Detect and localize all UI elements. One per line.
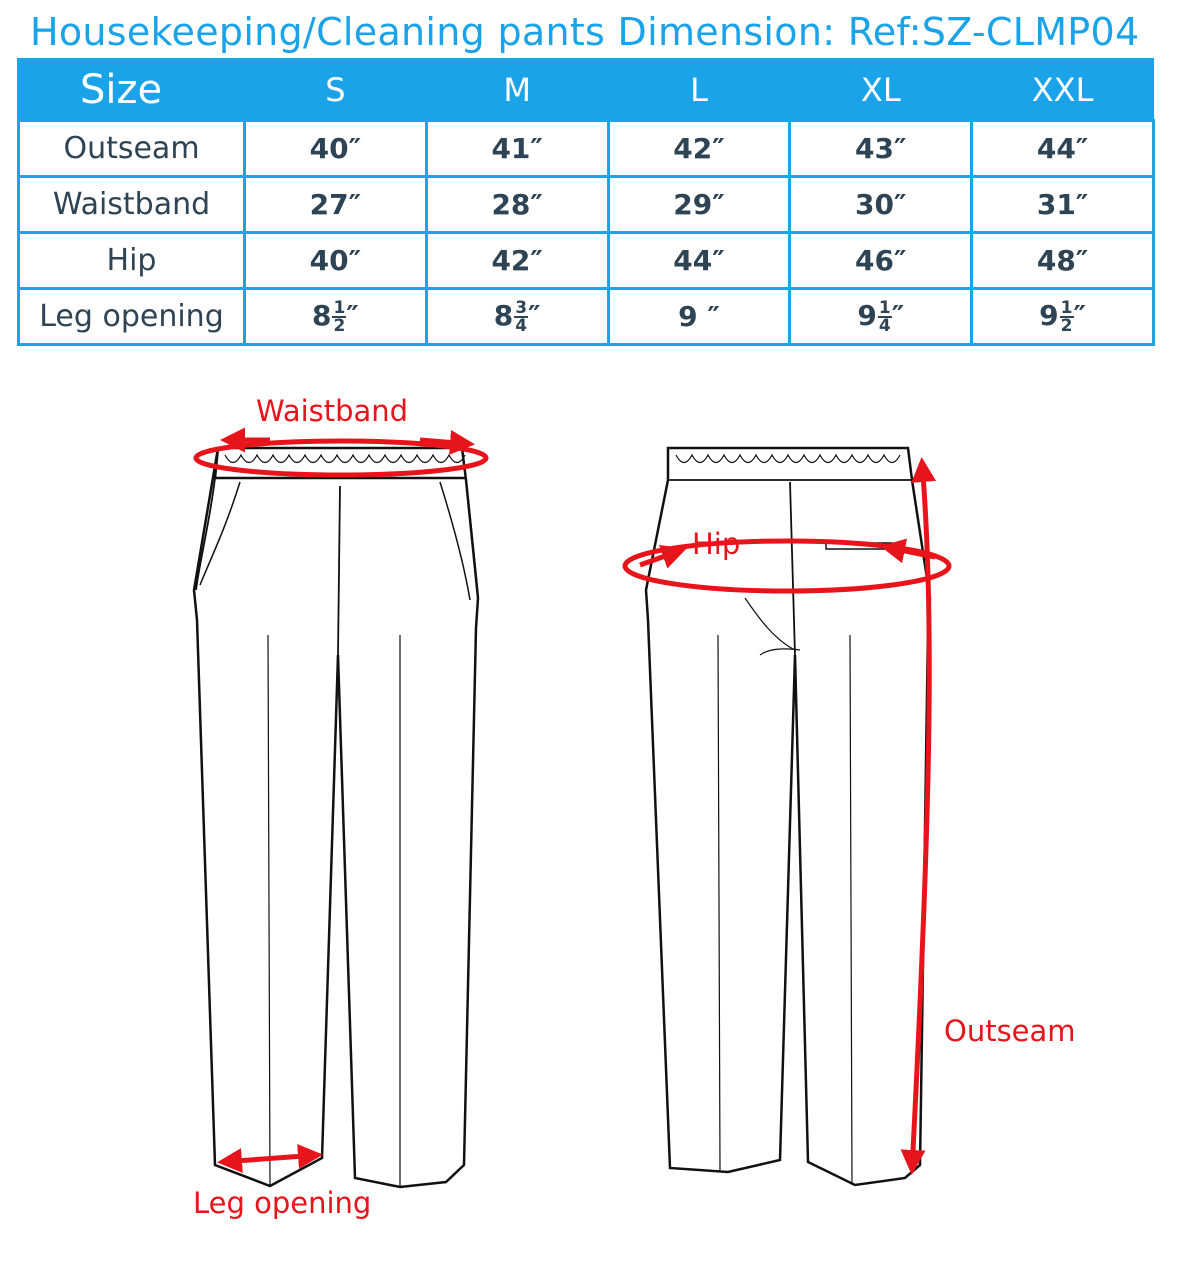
- value-whole: 8: [493, 299, 514, 332]
- back-pants-drawing: [646, 448, 930, 1185]
- leg-opening-arrow: [222, 1155, 318, 1162]
- measurement-value: 31″: [972, 177, 1154, 233]
- table-row: [19, 177, 1154, 233]
- measurement-value: 46″: [790, 233, 972, 289]
- fraction-numerator: 1: [333, 298, 346, 318]
- value-unit: ″: [346, 299, 359, 332]
- pants-measurement-diagram: [0, 350, 1200, 1250]
- measurement-value: 44″: [972, 121, 1154, 177]
- waistband-label: Waistband: [256, 394, 409, 428]
- measurement-value: 42″: [608, 121, 790, 177]
- measurement-label: Outseam: [19, 121, 245, 177]
- measurement-value: 40″: [245, 233, 427, 289]
- value-whole: 8: [311, 299, 332, 332]
- measurement-label: Hip: [19, 233, 245, 289]
- hip-label: Hip: [692, 527, 741, 561]
- fraction-denominator: 4: [515, 316, 528, 336]
- fraction-denominator: 2: [1060, 316, 1073, 336]
- measurement-value: 27″: [245, 177, 427, 233]
- value-whole: 9: [678, 300, 698, 333]
- value-fraction: [332, 300, 346, 334]
- measurement-value: [426, 289, 608, 345]
- size-header: Size: [19, 60, 245, 121]
- size-chart-table: [17, 58, 1155, 346]
- value-whole: 9: [857, 299, 877, 332]
- table-row: [19, 121, 1154, 177]
- measurement-value: 48″: [972, 233, 1154, 289]
- measurement-value: 28″: [426, 177, 608, 233]
- outseam-label: Outseam: [944, 1014, 1076, 1048]
- table-row: [19, 289, 1154, 345]
- measurement-value: [790, 289, 972, 345]
- measurement-value: 29″: [608, 177, 790, 233]
- leg-opening-label: Leg opening: [193, 1186, 372, 1220]
- measurement-value: 42″: [426, 233, 608, 289]
- measurement-value: 40″: [245, 121, 427, 177]
- size-column-header: M: [426, 60, 608, 121]
- size-column-header: L: [608, 60, 790, 121]
- value-unit: ″: [528, 299, 541, 332]
- value-whole: 9: [1039, 299, 1059, 332]
- table-row: [19, 233, 1154, 289]
- table-header-row: [19, 60, 1154, 121]
- value-fraction: [514, 300, 528, 334]
- measurement-value: 30″: [790, 177, 972, 233]
- value-unit: ″: [891, 299, 905, 332]
- size-column-header: XL: [790, 60, 972, 121]
- fraction-numerator: 1: [1060, 298, 1073, 318]
- measurement-value: [608, 289, 790, 345]
- page-title: Housekeeping/Cleaning pants Dimension: Ref:SZ-CLMP04: [30, 10, 1140, 54]
- value-unit: ″: [1073, 299, 1087, 332]
- fraction-numerator: 3: [515, 298, 528, 318]
- measurement-value: 41″: [426, 121, 608, 177]
- fraction-denominator: 2: [333, 316, 346, 336]
- measurement-value: 44″: [608, 233, 790, 289]
- measurement-value: [245, 289, 427, 345]
- value-fraction: [1060, 300, 1074, 334]
- value-unit: ″: [707, 300, 720, 333]
- measurement-label: Leg opening: [19, 289, 245, 345]
- fraction-numerator: 1: [878, 298, 891, 318]
- size-column-header: S: [245, 60, 427, 121]
- fraction-denominator: 4: [878, 316, 891, 336]
- measurement-label: Waistband: [19, 177, 245, 233]
- size-column-header: XXL: [972, 60, 1154, 121]
- front-pants-drawing: [194, 448, 478, 1187]
- measurement-value: 43″: [790, 121, 972, 177]
- measurement-value: [972, 289, 1154, 345]
- value-fraction: [878, 300, 892, 334]
